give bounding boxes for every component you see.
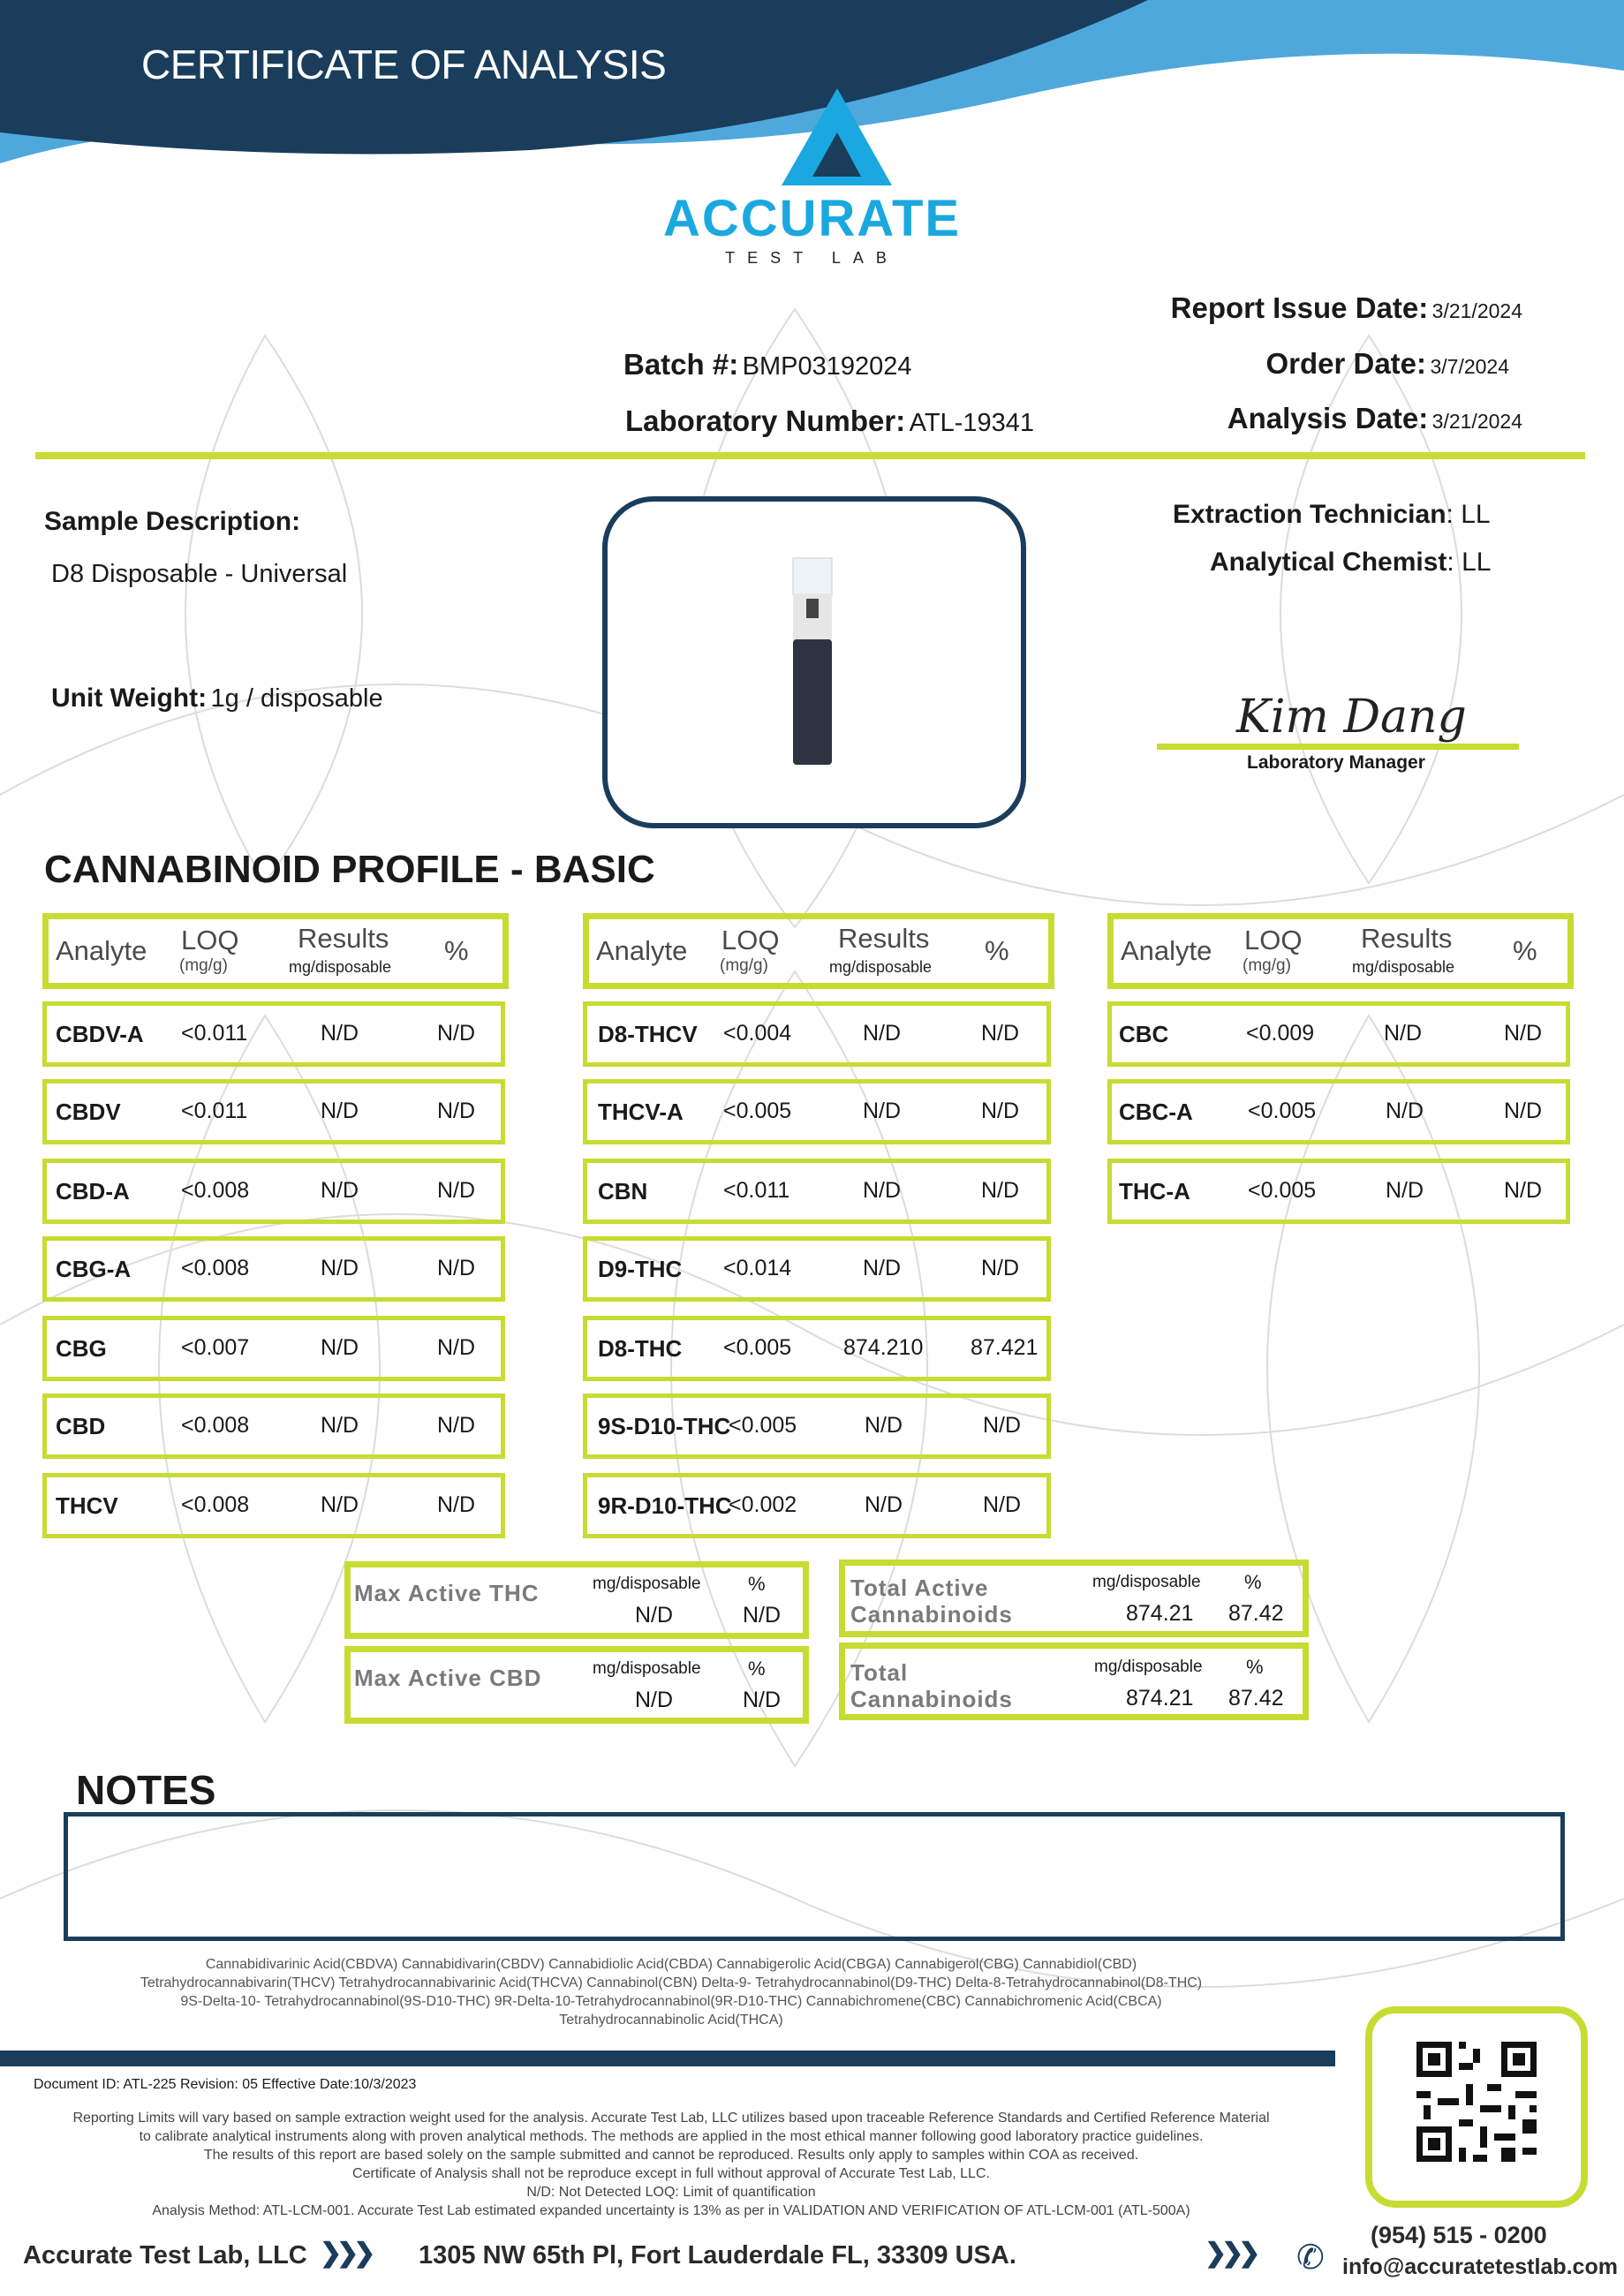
analyte-name: D9-THC [598,1256,683,1282]
analyte-name: 9S-D10-THC [598,1413,731,1439]
analyte-result: N/D [321,1099,359,1123]
manager-signature: Kim Dang [1236,691,1467,744]
table-header-col2 [583,913,1054,989]
analyte-name: 9R-D10-THC [598,1492,732,1519]
header-results: Results [838,923,930,954]
analyte-loq: <0.005 [723,1099,792,1123]
table-row [583,1316,1051,1381]
max-active-cbd-percent: N/D [743,1688,782,1712]
table-row [42,1079,505,1144]
analyte-name: CBG [56,1335,107,1362]
glossary-line: Cannabidivarinic Acid(CBDVA) Cannabidivarin(CBDV) Cannabidiolic Acid(CBDA) Cannabigerolic Acid(CBGA) Cannabigerol(CBG) Cannabidiol(CBD) [205,1957,1137,1972]
table-row [42,1393,505,1459]
footer-email[interactable]: info@accuratetestlab.com [1342,2254,1618,2279]
analyte-result: N/D [321,1413,359,1438]
analyte-percent: N/D [437,1413,476,1438]
table-row [583,1393,1051,1459]
percent-label: % [1246,1656,1264,1678]
header-results: Results [1361,923,1453,954]
disclaimer-line: Analysis Method: ATL-LCM-001. Accurate Test Lab estimated expanded uncertainty is 13% as per in VALIDATION AND VERIFICATION OF ATL-LCM-001 (ATL-500A) [152,2203,1190,2218]
analyte-percent: N/D [981,1256,1020,1280]
logo-wordmark: ACCURATE [662,190,962,247]
analyte-loq: <0.008 [181,1256,250,1280]
total-label-line2: Cannabinoids [850,1686,1013,1712]
chevrons-right-icon: ❯❯❯ [320,2239,371,2268]
cannabinoid-profile-title: CANNABINOID PROFILE - BASIC [44,848,655,891]
analyte-loq: <0.005 [1248,1178,1317,1203]
analyte-name: D8-THC [598,1335,683,1362]
analyte-name: CBD [56,1413,106,1439]
document-id: Document ID: ATL-225 Revision: 05 Effective Date:10/3/2023 [34,2077,417,2092]
max-active-cbd-box [344,1646,809,1724]
analyte-result: N/D [321,1335,359,1360]
order-date-value: 3/7/2024 [1430,355,1509,378]
analyte-percent: N/D [981,1178,1020,1203]
footer-phone[interactable]: (954) 515 - 0200 [1371,2222,1547,2248]
notes-title: NOTES [76,1767,216,1813]
header-loq-unit: (mg/g) [1243,956,1291,975]
header-analyte: Analyte [596,935,688,966]
analyte-result: N/D [865,1492,903,1517]
analyte-name: CBN [598,1178,648,1205]
analyte-result: N/D [863,1021,902,1046]
unit-weight [51,684,383,714]
analyte-name: THCV [56,1492,118,1519]
analyte-result: N/D [863,1178,902,1203]
unit-label: mg/disposable [593,1659,701,1678]
header-loq: LOQ [1244,925,1303,955]
unit-weight-label: Unit Weight: [51,684,208,713]
total-mg: 874.21 [1126,1686,1194,1711]
analyte-percent: N/D [437,1099,476,1123]
analyte-loq: <0.007 [181,1335,250,1360]
analyte-loq: <0.011 [723,1178,790,1203]
extraction-technician-label: Extraction Technician [1173,500,1446,529]
header-results-unit: mg/disposable [829,958,933,976]
analytical-chemist-value: : LL [1446,548,1492,577]
analyte-loq: <0.005 [1248,1099,1317,1123]
logo-subtitle: TEST LAB [725,249,899,267]
order-date [1265,347,1509,381]
analyte-loq: <0.005 [729,1413,797,1438]
analyte-percent: N/D [983,1492,1022,1517]
header-loq: LOQ [181,925,239,955]
table-row [583,1079,1051,1144]
header-percent: % [1513,935,1537,966]
unit-weight-value: 1g / disposable [210,684,383,713]
analyte-name: CBDV-A [56,1021,144,1047]
analyte-loq: <0.005 [723,1335,792,1360]
order-date-label: Order Date: [1265,347,1427,380]
disclaimer-line: Reporting Limits will vary based on sample extraction weight used for the analysis. Accurate Test Lab, LLC utilizes based upon traceable Reference Standards and Certified Reference Material [72,2111,1270,2126]
analyte-name: CBG-A [56,1256,132,1282]
extraction-technician [1173,500,1491,530]
max-active-thc-mg: N/D [635,1603,674,1628]
total-cannabinoids-box [839,1643,1309,1720]
analytical-chemist-label: Analytical Chemist [1210,548,1447,577]
analyte-name: THCV-A [598,1099,684,1125]
document-title: CERTIFICATE OF ANALYSIS [141,42,667,87]
disclaimer-line: to calibrate analytical instruments along with proven analytical methods. The methods are applied in the most ethical manner following good laboratory practice guidelines. [139,2129,1204,2144]
header-percent: % [444,935,469,966]
analyte-loq: <0.009 [1246,1021,1315,1046]
total-label-line1: Total [850,1659,909,1686]
table-row [42,1473,505,1538]
unit-label: mg/disposable [1094,1658,1203,1676]
glossary-line: Tetrahydrocannabivarin(THCV) Tetrahydrocannabivarinic Acid(THCVA) Cannabinol(CBN) Delta-9- Tetrahydrocannabinol(D9-THC) Delta-8-Tetrahydrocannabinol(D8-THC) [140,1975,1203,1990]
analyte-percent: N/D [437,1021,476,1046]
analyte-name: THC-A [1119,1178,1190,1205]
analytical-chemist [1210,548,1491,578]
table-row [1107,1159,1570,1224]
analyte-loq: <0.014 [723,1256,792,1280]
total-active-mg: 874.21 [1126,1601,1194,1626]
analyte-result: N/D [865,1413,903,1438]
max-active-cbd-mg: N/D [635,1688,674,1712]
max-active-thc-box [344,1561,809,1639]
analyte-name: CBC [1119,1021,1169,1047]
percent-label: % [748,1658,766,1680]
analyte-result: N/D [321,1021,359,1046]
laboratory-number [625,404,1034,438]
disclaimer-line: The results of this report are based solely on the sample submitted and cannot be reproduced. Results only apply to samples within COA as received. [203,2148,1139,2163]
table-row [42,1236,505,1302]
lab-number-value: ATL-19341 [909,409,1035,437]
table-row [42,1001,505,1067]
analyte-percent: N/D [437,1335,476,1360]
analyte-result: N/D [1386,1178,1424,1203]
header-loq-unit: (mg/g) [720,956,768,975]
total-active-label-line1: Total Active [850,1575,989,1601]
sample-description-label: Sample Description: [44,507,301,536]
total-active-label-line2: Cannabinoids [850,1601,1013,1628]
analyte-result: N/D [321,1492,359,1517]
analyte-percent: N/D [1504,1099,1543,1123]
analyte-result: N/D [1384,1021,1423,1046]
laboratory-manager-label: Laboratory Manager [1247,752,1425,773]
header-analyte: Analyte [1121,935,1212,966]
analyte-loq: <0.011 [181,1099,248,1123]
sample-description-value: D8 Disposable - Universal [51,560,348,588]
table-header-col1 [42,913,509,989]
disclaimer-line: Certificate of Analysis shall not be reproduce except in full without approval of Accurate Test Lab, LLC. [352,2166,990,2181]
header-results-unit: mg/disposable [289,958,392,976]
analyte-loq: <0.008 [181,1178,250,1203]
header-results-unit: mg/disposable [1352,958,1455,976]
phone-icon: ✆ [1296,2239,1325,2277]
analyte-loq: <0.008 [181,1492,250,1517]
table-row [1107,1079,1570,1144]
analyte-name: D8-THCV [598,1021,698,1047]
analyte-percent: N/D [437,1492,476,1517]
analyte-result: 874.210 [843,1335,924,1360]
product-photo-frame [602,496,1026,828]
analyte-percent: N/D [437,1256,476,1280]
table-header-col3 [1107,913,1574,989]
analyte-loq: <0.002 [729,1492,797,1517]
report-issue-date [1171,291,1522,325]
analyte-result: N/D [863,1256,902,1280]
table-row [583,1236,1051,1302]
disclaimer-line: N/D: Not Detected LOQ: Limit of quantification [526,2185,816,2200]
max-active-thc-percent: N/D [743,1603,782,1628]
header-results: Results [298,923,389,954]
max-active-cbd-label: Max Active CBD [354,1665,542,1691]
analyte-percent: N/D [983,1413,1022,1438]
qr-code-icon [1372,2013,1581,2201]
analyte-name: CBC-A [1119,1099,1193,1125]
table-row [42,1316,505,1381]
analyte-loq: <0.011 [181,1021,248,1046]
notes-box [64,1812,1565,1941]
analyte-percent: N/D [437,1178,476,1203]
header-percent: % [985,935,1009,966]
analyte-result: N/D [321,1178,359,1203]
header-analyte: Analyte [56,935,147,966]
table-row [1107,1001,1570,1067]
unit-label: mg/disposable [1092,1573,1201,1591]
batch-label: Batch #: [623,348,739,381]
batch-number [623,348,912,381]
table-row [42,1159,505,1224]
analyte-result: N/D [863,1099,902,1123]
percent-label: % [748,1573,766,1595]
glossary-line: 9S-Delta-10- Tetrahydrocannabinol(9S-D10-THC) 9R-Delta-10-Tetrahydrocannabinol(9R-D10-THC) Cannabichromene(CBC) Cannabichromenic Acid(CBCA) [180,1994,1162,2009]
analyte-loq: <0.004 [723,1021,792,1046]
issue-date-label: Report Issue Date: [1170,291,1429,324]
analyte-percent: N/D [981,1021,1020,1046]
table-row [583,1001,1051,1067]
total-active-cannabinoids-box [839,1560,1309,1637]
chevrons-right-icon: ❯❯❯ [1205,2239,1256,2268]
total-percent: 87.42 [1228,1686,1284,1711]
header-loq: LOQ [721,925,780,955]
unit-label: mg/disposable [593,1575,701,1593]
analyte-percent: N/D [1504,1021,1543,1046]
glossary-line: Tetrahydrocannabinolic Acid(THCA) [559,2013,783,2028]
analyte-loq: <0.008 [181,1413,250,1438]
percent-label: % [1244,1571,1262,1593]
extraction-technician-value: : LL [1446,500,1491,529]
max-active-thc-label: Max Active THC [354,1580,540,1606]
header-loq-unit: (mg/g) [179,956,228,975]
analysis-date-value: 3/21/2024 [1431,410,1522,433]
issue-date-value: 3/21/2024 [1431,299,1522,322]
batch-value: BMP03192024 [742,352,912,381]
table-row [583,1473,1051,1538]
analyte-percent: N/D [1504,1178,1543,1203]
total-active-percent: 87.42 [1228,1601,1284,1626]
qr-code-frame [1365,2006,1588,2208]
analyte-percent: 87.421 [971,1335,1039,1360]
analyte-result: N/D [321,1256,359,1280]
product-photo [608,502,1021,823]
divider-bar [0,2051,1335,2066]
analysis-date-label: Analysis Date: [1227,402,1429,434]
analyte-result: N/D [1386,1099,1424,1123]
table-row [583,1159,1051,1224]
analyte-name: CBDV [56,1099,121,1125]
footer-address: 1305 NW 65th Pl, Fort Lauderdale FL, 33309 USA. [419,2241,1016,2270]
analyte-percent: N/D [981,1099,1020,1123]
lab-number-label: Laboratory Number: [625,404,906,437]
analysis-date [1227,402,1522,435]
footer-company: Accurate Test Lab, LLC [23,2241,307,2270]
analyte-name: CBD-A [56,1178,130,1205]
